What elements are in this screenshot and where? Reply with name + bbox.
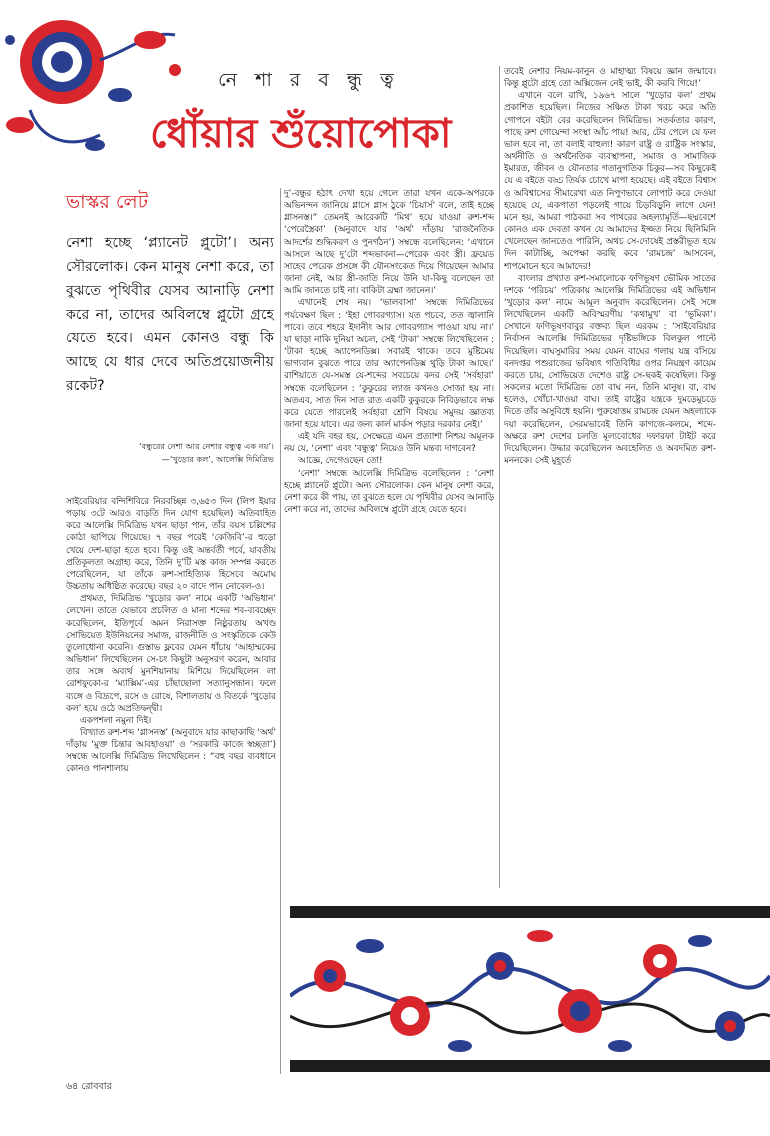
article-column-1 — [66, 496, 276, 1074]
page-number: ৬৪ — [66, 1081, 79, 1092]
paragraph: এই যদি বহর হয়, সেক্ষেত্রে এমন প্রত্যাশা নিশ্চয় অমূলক নয় যে, ‘নেশা’ এবং ‘বন্ধুত্ব’ নিয়েও উনি মন্তব্য দাগবেন? — [284, 432, 494, 455]
paragraph: আজ্ঞে, দেগেওছেন তো! — [298, 456, 383, 467]
paragraph: ‘নেশা’ সম্বন্ধে আলেক্সি দিমিত্রিভ বলেছিলেন : ‘নেশা হচ্ছে প্ল্যানেট প্লুটো। অন্য সৌরলোক। কেন মানুষ নেশা করে, নেশা করে কী পায়, তা বুঝতে হলে যে পৃথিবীর যেসব আনাড়ি নেশা করে না, তাদের অবিলম্বে প্লুটো গ্রহে যেতে হবে। — [284, 468, 494, 516]
paragraph: প্রথমত, দিমিত্রিভ ‘খুড়োর কল’ নামে একটি ‘অভিধান’ লেখেন। তাতে যেভাবে প্রচলিত ও মান্য শব্দের শব-ব্যবচ্ছেদ করেছিলেন, ইতিপূর্বে অমন নিরাসক্ত নিষ্ঠুরতায় অখণ্ড সোভিয়েত ইউনিয়নের সমাজ, রাজনীতি ও সংস্কৃতিকে কেউ তুলোধোনা করেনি। গুস্তাভ ফ্লবের যেমন ধাঁচায় ‘আহাম্মকের অভিধান’ লিখেছিলেন সে-চং কিছুটা অনুসরণ করেন, আবার তার সঙ্গে অব্যর্থ মুনশিয়ানায় মিশিয়ে দিয়েছিলেন লা রোশফুকো-র ‘ম্যাক্সিম’-এর চাঁছাছোলা সত্যানুসন্ধান। ফলে ব্যঙ্গে ও বিদ্রূপে, রসে ও রোষে, বিশালতায় ও বিতর্কে ‘খুড়োর কল’ হয়ে ওঠে অপ্রতিদ্বন্দ্বী। — [66, 594, 276, 714]
paragraph: এখানেই শেষ নয়। ‘ভালবাসা’ সম্বন্ধে দিমিত্রিভের পর্যবেক্ষণ ছিল : ‘ইহা গোবরগ্যাস। যত পচবে, তত জ্বালানি পাবে। তবে শহরে ইদানীং আর গোবরগ্যাস পাওয়া যায় না।’ যা ছাড়া নাকি দুনিয়া অচল, সেই ‘টাকা’ সম্বন্ধে লিখেছিলেন : ‘টাকা হচ্ছে অ্যাপেনডিক্স। সবারই থাকে। তবে মুষ্টিমেয় ভাগ্যবান বুঝতে পারে তার অ্যাপেনডিক্স থুড়ি টাকা আছে।’ রাশিয়াতে যে-সমস্ত যে-শব্দের সবচেয়ে কদর সেই ‘সর্বহারা’ সম্বন্ধে বলেছিলেন : ‘কুকুরের ল্যাজ কখনও সোজা হয় না। অতএব, সাত দিন সাত রাত একটি কুকুরকে নিবিড়ভাবে লক্ষ করে যেতে পারলেই সর্বহারা শ্রেণি বিষয়ে সমুদয় জ্ঞাতব্য জানা হয়ে যাবে। এর জন্য কার্ল মার্কস পড়ার দরকার নেই।’ — [284, 298, 494, 430]
article-column-2 — [284, 188, 494, 888]
paragraph: এখানে বলে রাখি, ১৯৬৭ সালে ‘খুড়োর কল’ প্রথম প্রকাশিত হয়েছিল। নিজের সঞ্চিত টাকা খরচ করে অতি গোপনে বইটা বের করেছিলেন দিমিত্রিভ। সতর্কতার কারণ, পাছে রুশ গোয়েন্দা সংস্থা আঁচ পায়! আর, টের পেলে যে ফল ভাল হবে না, তা বলাই বাহুল্য! কারণ রাষ্ট্র ও রাষ্ট্রিক সংস্কার, অর্থনীতি ও অর্থনৈতিক ব্যবস্থাপনা, সমাজ ও সামাজিক ইমারত, জীবন ও যৌনতার গতানুগতিক চিকুর—সব কিছুকেই যে এ বইতে বড্ড তির্যক চোখে মাপা হয়েছে। এই বইতে বিশ্বাস ও অবিশ্বাসের সীমারেখা এত নিপুণভাবে লোপাট করে দেওয়া হয়েছে যে, একপাতা পড়লেই গায়ে চিড়বিড়ুনি লাগে যেন! মনে হয়, আমরা পাঠকরা সব পাথরের অহল্যামূর্তি—ছদ্মবেশে কোনও এক দেবতা কখন যে আমাদের ইজ্জত নিয়ে ছিনিমিনি খেলেছেন জানতেও পারিনি, অথচ সে-দোষেই প্রস্তরীভূত হয়ে দিন কাটাচ্ছি, অপেক্ষা করছি কবে ‘রামচন্দ্র’ আসবেন, শাপমোচন হবে আমাদের! — [504, 91, 716, 272]
paragraph: একপশলা নমুনা দিই। — [80, 715, 152, 726]
column-divider-1 — [280, 188, 281, 1074]
paragraph: দু’-বন্ধুর হঠাৎ দেখা হয়ে গেলে তারা যখন একে-অপরকে অভিনন্দন জানিয়ে গ্লাসে গ্লাস ঠুকে ‘চিয়ার্স’ বলে, তাই হচ্ছে গ্লাসনস্ত।” তেমনই আরেকটি ‘মিথ’ হয়ে যাওয়া রুশ-শব্দ ‘পেরেস্ত্রৈকা’ (অনুবাদে যার ‘অর্থ’ দাঁড়ায় ‘রাজনৈতিক আদর্শের শুদ্ধিকরণ ও পুনর্গঠন’) সম্বন্ধে বলেছিলেন: ‘এখানে আসলে আছে দু’টো শব্দভাবনা—পেরেক এবং স্ত্রী। ফ্রয়েড সাহেব পেরেক প্রসঙ্গে কী যৌনসংকেত দিয়ে গিয়েছেন আমার জানা নেই, আর স্ত্রী-জাতি নিয়ে উনি যা-কিছু বলেছেন তা আমি জানতে চাই না। বাকিটা ব্রহ্মা জানেন।’ — [284, 189, 494, 297]
page-footer — [66, 1080, 112, 1095]
epigraph — [66, 440, 274, 466]
pull-quote: নেশা হচ্ছে ‘প্ল্যানেট প্লুটো’। অন্য সৌরলোক। কেন মানুষ নেশা করে, তা বুঝতে পৃথিবীর যেসব আনাড়ি নেশা করে না, তাদের অবিলম্বে প্লুটো গ্রহে যেতে হবে। এমন কোনও বন্ধু কি আছে যে ধার দেবে অতিপ্রয়োজনীয় রকেট? — [66, 235, 274, 395]
epigraph-line-2: —‘খুড়োর কল’, আলেক্সি দিমিত্রিভ — [161, 454, 274, 465]
article-column-3 — [504, 66, 716, 886]
column-divider-2 — [499, 66, 500, 888]
magazine-name: রোববার — [81, 1081, 112, 1092]
article-title: ধোঁয়ার শুঁয়োপোকা — [150, 110, 452, 157]
paragraph: তবেই নেশার নিয়ম-কানুন ও মাহাত্ম্য বিষয়ে জ্ঞান জন্মাবে। কিন্তু প্লুটো গ্রহে তো অক্সিজেন নেই ভাই, কী করবি গিয়ে!’ — [504, 67, 716, 90]
section-kicker: নে শা র ব ন্ধু ত্ব — [218, 69, 400, 91]
author-byline: ভাস্কর লেট — [66, 191, 149, 213]
floral-banner-bottom — [290, 906, 770, 1072]
epigraph-line-1: ‘বন্ধুরের নেশা আর নেশার বন্ধুত্ব এক নয়’। — [138, 441, 274, 451]
paragraph: বিখ্যাত রুশ-শব্দ ‘গ্লাসনস্ত’ (অনুবাদে যার কাছাকাছি ‘অর্থ’ দাঁড়ায় ‘মুক্ত চিন্তার আবহাওয়া’ ও ‘সরকারি কাজে স্বচ্ছতা’) সম্বন্ধে আলেক্সি দিমিত্রিভ লিখেছিলেন : “বহু বছর ব্যবধানে কোনও পানশালায় — [66, 727, 276, 775]
paragraph: সাইবেরিয়ার বন্দিশিবিরে নিরবচ্ছিন্ন ৩,৬৫৩ দিন (লিপ ইয়ার পড়ায় ৩টে আরও বাড়তি দিন যোগ হয়েছিল) অতিবাহিত করে আলেক্সি দিমিত্রিভ যখন ছাড়া পান, তাঁর বয়স চল্লিশের কোঠা ছাপিয়ে গিয়েছে। ৭ বছর পরেই ‘কেজিবি’-র হুড়ো খেয়ে দেশ-ছাড়া হতে হবে। কিন্তু ওই অন্তর্বর্তী পর্বে, যাবতীয় প্রতিকূলতা অগ্রাহ্য করে, তিনি দু’টি মস্ত কাজ সম্পন্ন করতে পেরেছিলেন, যা তাঁকে রুশ-সাহিত্যিক হিসেবে অমোঘ উচ্চতায় অধিষ্ঠিত করেছে। বছর ২০ বাদে পান নোবেল-ও। — [66, 497, 276, 593]
paragraph: বাংলার প্রখ্যাত রুশ-সমালোচক ফণিভূষণ ভৌমিক সাতের দশকে ‘পরিচয়’ পত্রিকায় আলেক্সি দিমিত্রিভের এই অভিধান ‘খুড়োর কল’ নামে আমূল অনুবাদ করেছিলেন। সেই সঙ্গে লিখেছিলেন একটি অবিস্মরণীয় ‘কথামুখ’ বা ‘ভূমিকা’। সেখানে ফণিভূষণবাবুর বক্তব্য ছিল এরকম : ‘সাইবেরিয়ার নির্বাসন আলেক্সি দিমিত্রিভের দৃষ্টিভঙ্গিকে বিলকুল পাল্টে দিয়েছিল। বাঘসুমারির সময় যেমন বাঘের গলায় যন্ত্র বসিয়ে বনদপ্তর পশুরাজের ভবিষ্যৎ গতিবিধির ওপর নিয়ন্ত্রণ কায়েম করতে চায়, সোভিয়েত দেশেও রাষ্ট্র সে-ছকই কষেছিল। কিন্তু সকলের মতো দিমিত্রিভ তো বাঘ নন, তিনি মানুষ। বা, বাঘ হলেও, খোঁচা-খাওয়া বাঘ। তাই রাষ্ট্রের যন্ত্রকে দুমড়েমুচড়ে দিতে তাঁর অসুবিধে হয়নি। পুরুষোত্তম রামচন্দ্র যেমন অহল্যাকে দয়া করেছিলেন, সেরমভাবেই তিনি কাগজে-কলমে, শব্দে-অক্ষরে রুশ দেশের চলতি মূল্যবোধের দফারফা টাইট করে দিয়েছিলেন। উদ্ধার করেছিলেন অবহেলিত ও অবদমিত রুশ-মননকে। সেই মুহূর্তে — [504, 273, 716, 466]
